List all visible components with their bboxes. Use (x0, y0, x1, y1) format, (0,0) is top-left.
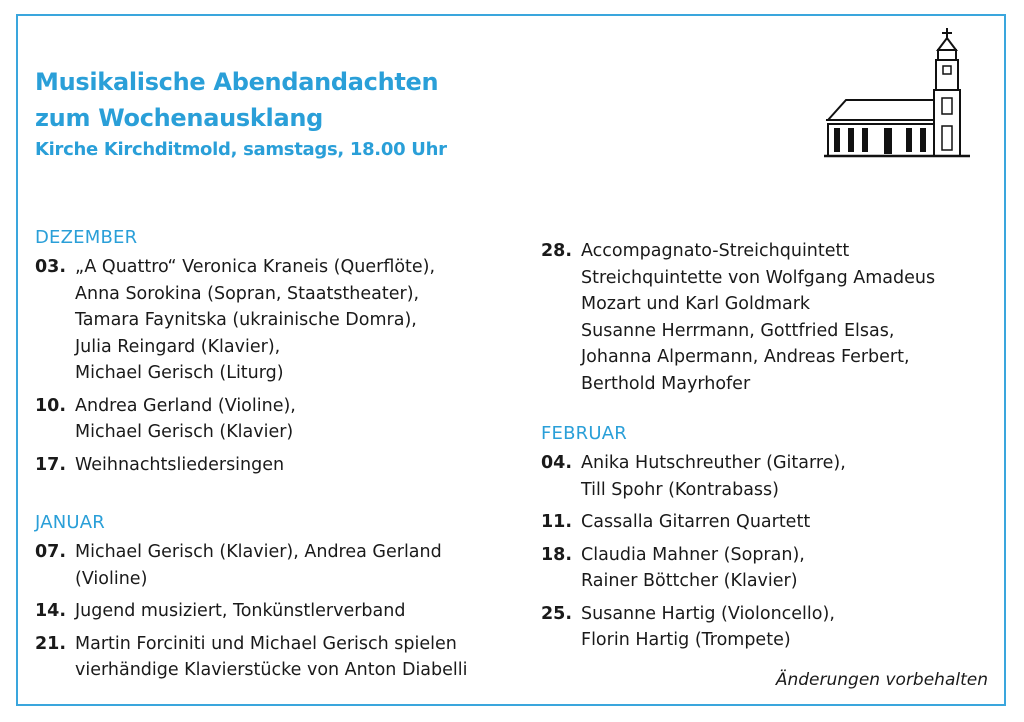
event-text: Tamara Faynitska (ukrainische Domra), (75, 310, 417, 330)
event-text: Julia Reingard (Klavier), (75, 336, 281, 357)
event-text: Susanne Hartig (Violoncello), (581, 603, 835, 624)
event-date: 07. (35, 542, 67, 562)
church-icon (822, 28, 972, 160)
event-date: 28. (541, 241, 573, 261)
event-entry (35, 598, 505, 625)
event-date: 25. (541, 603, 573, 624)
event-text: Cassalla Gitarren Quartett (581, 512, 811, 532)
month-heading-februar: FEBRUAR (541, 423, 627, 444)
event-entry (541, 542, 1001, 595)
event-text: Streichquintette von Wolfgang Amadeus (581, 267, 936, 288)
event-entry (35, 254, 505, 387)
event-date: 14. (35, 601, 67, 621)
event-text: Andrea Gerland (Violine), (75, 395, 296, 416)
page-subtitle: Kirche Kirchditmold, samstags, 18.00 Uhr (35, 139, 447, 160)
event-text: Weihnachtsliedersingen (75, 454, 285, 475)
month-heading-dezember: DEZEMBER (35, 227, 138, 248)
event-text: Rainer Böttcher (Klavier) (581, 571, 798, 591)
event-text: Michael Gerisch (Klavier), Andrea Gerland (75, 542, 442, 562)
event-entry (35, 539, 505, 592)
event-text: vierhändige Klavierstücke von Anton Diabelli (75, 660, 468, 680)
event-text: Mozart und Karl Goldmark (581, 294, 811, 314)
event-entry (541, 509, 1001, 536)
schedule-right-column (541, 238, 1001, 660)
event-entry (35, 393, 505, 446)
event-text: Anika Hutschreuther (Gitarre), (581, 453, 846, 473)
event-date: 18. (541, 544, 573, 565)
month-heading-januar: JANUAR (35, 512, 105, 533)
event-entry (35, 452, 505, 479)
event-text: Claudia Mahner (Sopran), (581, 544, 805, 565)
event-text: Florin Hartig (Trompete) (581, 630, 791, 650)
event-text: Berthold Mayrhofer (581, 373, 751, 394)
event-text: „A Quattro“ Veronica Kraneis (Querflöte), (75, 257, 436, 277)
event-date: 21. (35, 633, 67, 654)
event-entry (541, 238, 1001, 397)
event-text: Michael Gerisch (Liturg) (75, 363, 284, 383)
event-entry (541, 450, 1001, 503)
event-text: Martin Forciniti und Michael Gerisch spielen (75, 633, 457, 654)
event-text: Michael Gerisch (Klavier) (75, 422, 294, 442)
event-entry (35, 631, 505, 684)
event-text: Johanna Alpermann, Andreas Ferbert, (581, 347, 910, 367)
event-text: Accompagnato-Streichquintett (581, 241, 850, 261)
event-date: 04. (541, 453, 573, 473)
event-date: 03. (35, 257, 67, 277)
footnote: Änderungen vorbehalten (775, 670, 988, 690)
event-date: 10. (35, 395, 67, 416)
event-text: Anna Sorokina (Sopran, Staatstheater), (75, 283, 420, 304)
event-text: (Violine) (75, 568, 148, 589)
schedule-left-column (35, 227, 505, 690)
event-date: 17. (35, 454, 67, 475)
event-text: Till Spohr (Kontrabass) (581, 479, 779, 500)
event-entry (541, 601, 1001, 654)
page-title-line1: Musikalische Abendandachten (35, 68, 439, 96)
event-date: 11. (541, 512, 573, 532)
page-title-line2: zum Wochenausklang (35, 104, 324, 132)
event-text: Susanne Herrmann, Gottfried Elsas, (581, 320, 895, 341)
event-text: Jugend musiziert, Tonkünstlerverband (75, 601, 406, 621)
